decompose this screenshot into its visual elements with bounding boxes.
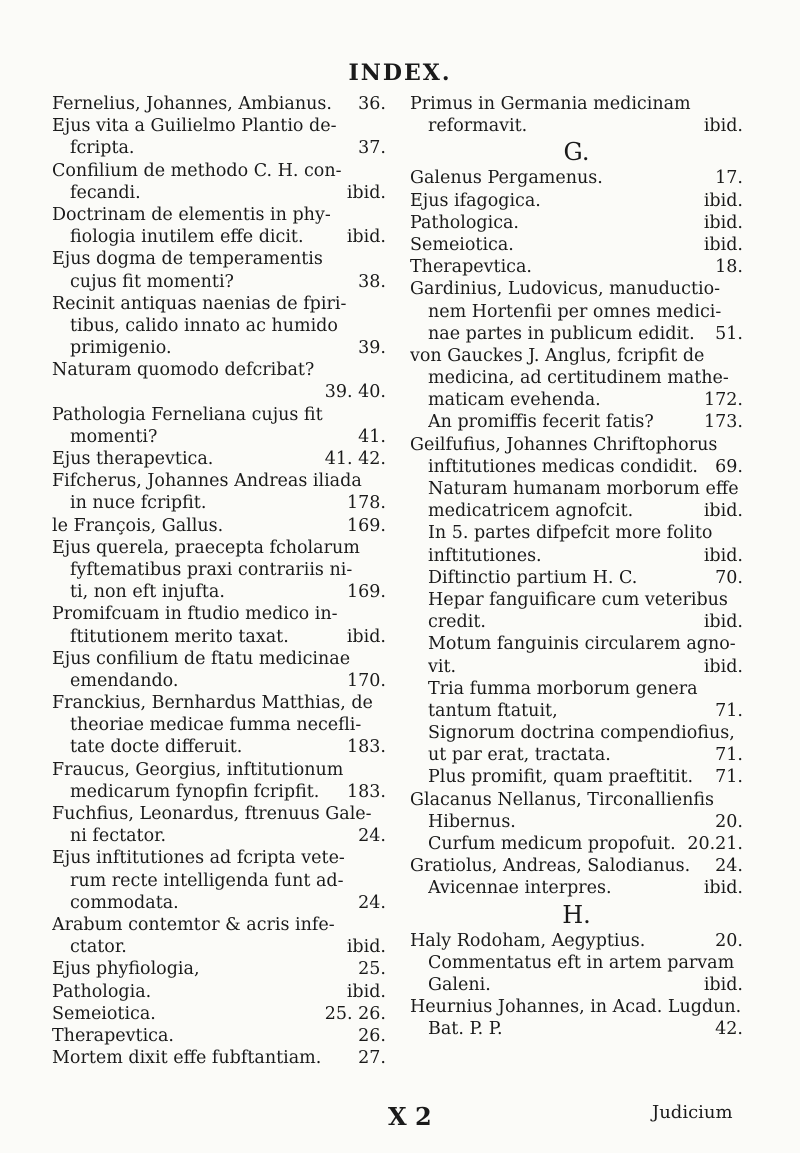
page-reference: 18. [715,257,743,278]
index-entry [410,722,743,766]
index-entry [52,759,386,803]
index-line [52,271,386,293]
index-line [410,952,743,974]
index-line [52,160,386,182]
page-reference: 71. [715,700,743,721]
entry-text: in nuce fcripfit. [70,493,207,514]
entry-text: inftitutiones. [428,545,542,566]
index-line [52,337,386,359]
entry-text: nae partes in publicum edidit. [428,323,695,344]
entry-text: Tria fumma morborum genera [428,678,698,699]
index-line [410,766,743,788]
index-line [410,589,743,611]
index-line [410,212,743,234]
page-reference: ibid. [346,981,386,1002]
entry-text: medicatricem agnofcit. [428,501,634,522]
index-entry [52,1025,386,1047]
entry-text: Therapevtica. [410,257,532,278]
index-entry [410,567,743,589]
entry-text: Plus promifit, quam praeftitit. [428,767,694,788]
page-reference: 20.21. [687,834,743,854]
index-line [410,278,743,300]
entry-text: Haly Rodoham, Aegyptius. [410,930,646,951]
index-entry [52,359,386,403]
index-line [52,182,386,204]
page-reference: ibid. [703,612,743,633]
entry-text: tate docte differuit. [70,737,243,758]
page-reference: 169. [347,582,386,603]
entry-text: ni fectator. [70,826,167,847]
index-line [410,456,743,478]
index-entry [410,478,743,522]
index-line [52,870,386,892]
index-entry [52,1003,386,1025]
entry-text: credit. [428,612,486,633]
page-reference: ibid. [703,234,743,255]
index-entry [410,633,743,677]
index-line [52,581,386,603]
page-reference: 36. [358,94,386,114]
index-line [52,1003,386,1025]
index-line [52,781,386,803]
index-line [52,803,386,825]
index-line [410,190,743,212]
index-entry [52,981,386,1003]
index-line [410,389,743,411]
index-line [52,515,386,537]
entry-text: Fuchfius, Leonardus, ftrenuus Gale- [52,804,372,824]
index-entry [52,692,386,759]
page-reference: 71. [715,745,743,766]
index-line [52,359,386,381]
entry-text: Ejus inftitutiones ad fcripta vete- [52,848,345,869]
index-line [52,759,386,781]
index-entry [410,766,743,788]
page-reference: 71. [715,767,743,788]
page-reference: ibid. [703,116,743,137]
entry-text: Semeiotica. [52,1003,156,1024]
page-reference: ibid. [346,182,386,203]
index-entry [410,411,743,433]
index-entry [52,160,386,204]
index-entry [52,603,386,647]
page-reference: 70. [715,567,743,588]
page-reference: ibid. [346,227,386,248]
index-entry [52,93,386,115]
index-line [52,1025,386,1047]
index-line [52,404,386,426]
page-reference: 41. 42. [324,449,386,469]
index-line [410,974,743,996]
index-line [410,167,743,189]
page-reference: 169. [347,515,386,536]
index-line [52,670,386,692]
entry-text: fecandi. [70,182,141,203]
index-line [52,714,386,736]
section-letter: G. [563,138,590,167]
page-reference: 26. [358,1025,386,1046]
index-entry [52,914,386,958]
index-entry [52,204,386,248]
page-reference: 20. [715,811,743,832]
index-line [410,478,743,500]
index-line [410,744,743,766]
index-entry [410,234,743,256]
entry-text: Ejus dogma de temperamentis [52,249,323,270]
page-reference: 170. [347,670,386,691]
index-line [52,448,386,470]
entry-text: Geilfufius, Johannes Chriftophorus [410,434,718,455]
index-line [410,434,743,456]
entry-text: commodata. [70,892,179,913]
entry-text: fyftematibus praxi contrariis ni- [70,559,353,580]
entry-text: nem Hortenfii per omnes medici- [428,301,722,322]
index-line [52,626,386,648]
index-line [52,914,386,936]
index-line [52,115,386,137]
index-entry [410,256,743,278]
entry-text: Avicennae interpres. [428,878,612,899]
entry-text: Glacanus Nellanus, Tirconallienfis [410,789,715,810]
index-entry [410,952,743,996]
entry-text: von Gauckes J. Anglus, fcripfit de [410,345,705,366]
entry-text: tibus, calido innato ac humido [70,315,338,336]
entry-text: ctator. [70,937,127,958]
index-entry [410,855,743,877]
page-reference: 20. [715,930,743,951]
index-entry [410,93,743,137]
entry-text: primigenio. [70,338,172,359]
index-entry [52,515,386,537]
index-line [52,248,386,270]
index-line [52,936,386,958]
entry-text: Promifcuam in ftudio medico in- [52,604,338,625]
page-reference: 25. [358,959,386,980]
index-line [52,537,386,559]
index-line [410,1018,743,1040]
index-line [52,847,386,869]
index-entry [410,589,743,633]
index-entry [410,678,743,722]
page-reference: ibid. [703,501,743,522]
index-entry [410,167,743,189]
page-reference: 24. [358,892,386,913]
index-line [52,1047,386,1069]
index-line [410,833,743,855]
page-reference: ibid. [703,212,743,233]
entry-text: Ejus ifagogica. [410,190,541,211]
index-entry [52,537,386,604]
entry-text: ti, non eft injufta. [70,582,225,603]
entry-text: Curfum medicum propofuit. [428,834,676,854]
page-reference: ibid. [703,545,743,566]
entry-text: rum recte intelligenda funt ad- [70,870,344,891]
index-line [52,559,386,581]
index-line [52,381,386,403]
index-line [410,811,743,833]
page-reference: 27. [358,1048,386,1069]
entry-text: Recinit antiquas naenias de fpiri- [52,293,347,314]
index-entry [52,847,386,914]
index-line [410,500,743,522]
index-entry [52,1047,386,1069]
entry-text: Fraucus, Georgius, inftitutionum [52,759,344,780]
entry-text: ut par erat, tractata. [428,745,611,766]
index-entry [52,448,386,470]
index-entry [410,345,743,412]
page-reference: ibid. [346,626,386,647]
page-reference: ibid. [703,656,743,677]
entry-text: Heurnius Johannes, in Acad. Lugdun. [410,997,742,1018]
index-line [52,492,386,514]
entry-text: Primus in Germania medicinam [410,94,691,114]
page-reference: 173. [704,412,743,433]
index-entry [52,803,386,847]
page-reference: 172. [704,390,743,411]
entry-text: Galeni. [428,974,491,995]
entry-text: le François, Gallus. [52,515,224,536]
entry-text: Pathologica. [410,212,519,233]
index-line [410,256,743,278]
entry-text: Commentatus eft in artem parvam [428,952,735,973]
page-reference: 51. [715,323,743,344]
page-reference: 183. [347,737,386,758]
index-entry [410,789,743,833]
page-reference: 42. [715,1019,743,1040]
index-entry [52,470,386,514]
entry-text: Ejus phyfiologia, [52,959,200,980]
page-reference: 38. [358,271,386,292]
page-reference: 69. [715,456,743,477]
entry-text: Mortem dixit effe fubftantiam. [52,1048,322,1069]
index-line [52,603,386,625]
page-reference: 183. [347,781,386,802]
index-line [410,656,743,678]
index-line [410,855,743,877]
entry-text: Franckius, Bernhardus Matthias, de [52,693,373,714]
entry-text: Ejus confilium de ftatu medicinae [52,648,351,669]
index-line [410,367,743,389]
index-line [52,692,386,714]
page-reference: 24. [358,826,386,847]
entry-text: Naturam quomodo defcribat? [52,360,315,381]
entry-text: reformavit. [428,116,528,137]
entry-text: tantum ftatuit, [428,700,558,721]
index-entry [52,293,386,360]
entry-text: Hepar fanguificare cum veteribus [428,589,728,610]
index-line [410,301,743,323]
entry-text: Motum fanguinis circularem agno- [428,634,736,655]
index-line [52,736,386,758]
index-line [52,426,386,448]
page-reference: 25. 26. [324,1003,386,1024]
index-line [410,722,743,744]
entry-text: Fifcherus, Johannes Andreas iliada [52,471,362,492]
index-line [410,877,743,899]
page-reference: ibid. [703,974,743,995]
page-reference: 178. [347,493,386,514]
section-letter: H. [562,900,591,929]
entry-text: Ejus querela, praecepta fcholarum [52,537,360,558]
index-line [410,115,743,137]
index-entry [410,278,743,345]
entry-text: Naturam humanam morborum effe [428,479,739,499]
index-line [410,678,743,700]
entry-text: Doctrinam de elementis in phy- [52,204,331,225]
page-reference: 17. [715,168,743,189]
index-entry [410,877,743,899]
index-line [410,996,743,1018]
index-entry [410,522,743,566]
entry-text: cujus fit momenti? [70,271,234,292]
index-line [410,323,743,345]
index-line [52,892,386,914]
entry-text: medicina, ad certitudinem mathe- [428,368,729,389]
index-line [410,522,743,544]
index-line [52,981,386,1003]
index-entry [52,115,386,159]
entry-text: Gratiolus, Andreas, Salodianus. [410,856,691,877]
index-line [52,825,386,847]
index-line [52,226,386,248]
index-entry [410,190,743,212]
signature-mark: X 2 [388,1102,432,1131]
index-line [410,633,743,655]
index-line [410,345,743,367]
index-line [52,315,386,337]
page-reference: ibid. [703,190,743,211]
page-reference: 24. [715,856,743,877]
entry-text: medicarum fynopfin fcripfit. [70,781,320,802]
entry-text: Ejus therapevtica. [52,449,214,469]
index-entry [52,248,386,292]
entry-text: Signorum doctrina compendiofius, [428,723,735,744]
entry-text: Diftinctio partium H. C. [428,567,638,588]
entry-text: maticam evehenda. [428,390,601,411]
entry-text: Semeiotica. [410,234,514,255]
index-entry [52,404,386,448]
index-entry [410,434,743,478]
entry-text: Pathologia Ferneliana cujus fit [52,404,323,425]
entry-text: Fernelius, Johannes, Ambianus. [52,94,332,114]
index-line [52,93,386,115]
index-line [410,545,743,567]
index-line [52,958,386,980]
entry-text: Bat. P. P. [428,1019,503,1040]
index-line [410,567,743,589]
entry-text: Pathologia. [52,981,152,1002]
index-line [410,789,743,811]
entry-text: Arabum contemtor & acris infe- [52,914,335,935]
catchword: Judicium [652,1102,733,1123]
index-line [410,234,743,256]
entry-text: In 5. partes difpefcit more folito [428,523,713,544]
index-line [410,611,743,633]
entry-text: emendando. [70,670,179,691]
entry-text: vit. [428,656,457,677]
entry-text: momenti? [70,426,158,447]
index-line [52,470,386,492]
index-line [410,700,743,722]
page-reference: ibid. [346,937,386,958]
index-entry [52,958,386,980]
right-column [410,93,743,1041]
index-line [410,930,743,952]
entry-text: Therapevtica. [52,1025,174,1046]
index-entry [410,212,743,234]
left-column [52,93,386,1069]
index-line [410,411,743,433]
index-entry [410,996,743,1040]
entry-text: fcripta. [70,138,135,159]
index-entry [52,648,386,692]
index-line [52,648,386,670]
entry-text: Confilium de methodo C. H. con- [52,160,342,181]
page-reference: 39. [358,338,386,359]
entry-text: Hibernus. [428,811,516,832]
page-reference: 41. [358,426,386,447]
entry-text: An promiffis fecerit fatis? [428,412,654,433]
index-line [410,93,743,115]
entry-text: ftitutionem merito taxat. [70,626,289,647]
index-line [52,204,386,226]
page-reference: 37. [358,138,386,159]
index-line [52,293,386,315]
entry-text: Galenus Pergamenus. [410,168,603,189]
index-entry [410,930,743,952]
entry-text: theoriae medicae fumma necefli- [70,715,362,736]
page-reference: 39. 40. [324,382,386,403]
page-reference: ibid. [703,878,743,899]
entry-text: inftitutiones medicas condidit. [428,456,698,477]
entry-text: Ejus vita a Guilielmo Plantio de- [52,116,337,137]
entry-text: Gardinius, Ludovicus, manuductio- [410,279,721,300]
entry-text: fiologia inutilem effe dicit. [70,227,304,248]
index-line [52,137,386,159]
index-entry [410,833,743,855]
page-header: INDEX. [348,60,452,86]
